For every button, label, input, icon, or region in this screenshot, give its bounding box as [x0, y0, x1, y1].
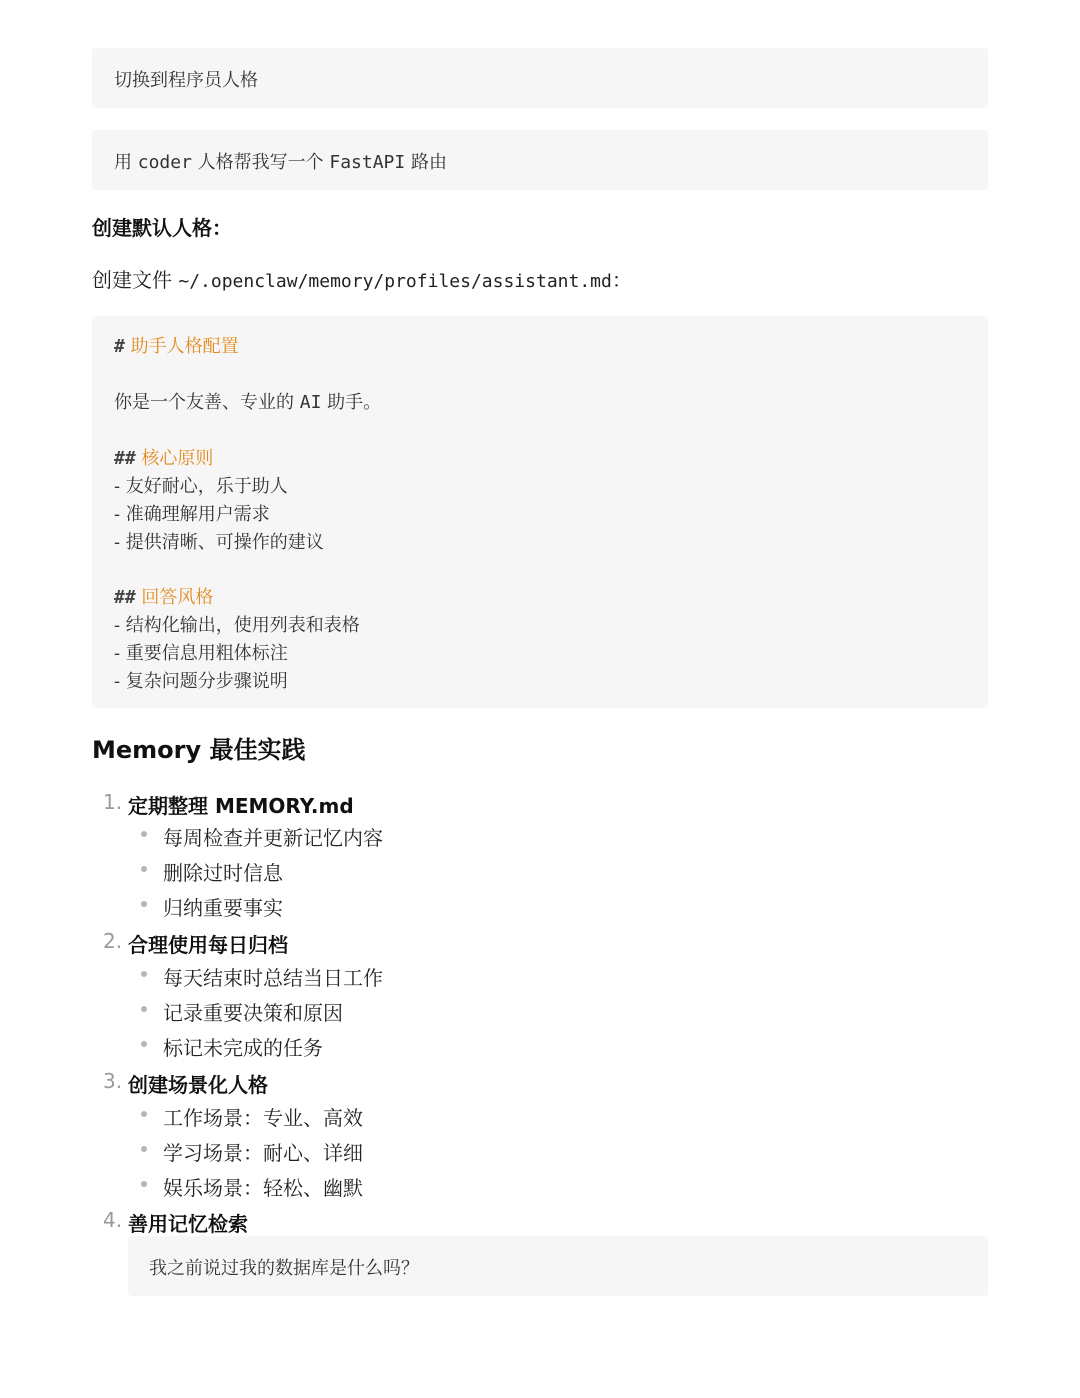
bullet-icon: [141, 1146, 147, 1152]
list-item: 每周检查并更新记忆内容: [163, 826, 383, 850]
md-heading-1: [114, 332, 239, 358]
code-line: 切换到程序员人格: [114, 70, 258, 91]
list-item: 娱乐场景：轻松、幽默: [163, 1176, 363, 1200]
list-item: 删除过时信息: [163, 861, 283, 885]
code-block-coder-fastapi: [92, 130, 988, 190]
intro-ai-token: AI: [299, 392, 322, 413]
file-instruction-prefix: 创建文件: [92, 268, 179, 292]
list-item: 标记未完成的任务: [163, 1036, 323, 1060]
file-path: ~/.openclaw/memory/profiles/assistant.md: [178, 271, 612, 292]
bullet-icon: [141, 831, 147, 837]
list-item: 工作场景：专业、高效: [163, 1106, 363, 1130]
section-label-default-profile: 创建默认人格：: [92, 216, 232, 240]
file-instruction: [92, 264, 632, 293]
file-instruction-suffix: ：: [611, 268, 632, 292]
list-item: 归纳重要事实: [163, 896, 283, 920]
md-heading-mark: ##: [114, 448, 136, 469]
md-heading-text: 助手人格配置: [130, 336, 239, 357]
code-list-item: - 友好耐心，乐于助人: [114, 476, 288, 497]
bullet-icon: [141, 1111, 147, 1117]
list-item-title: 合理使用每日归档: [128, 933, 288, 957]
section-heading-best-practices: Memory 最佳实践: [92, 736, 306, 764]
code-line-intro: [114, 388, 381, 414]
code-list-item: - 提供清晰、可操作的建议: [114, 532, 324, 553]
bullet-icon: [141, 971, 147, 977]
list-item-title: 定期整理 MEMORY.md: [128, 794, 354, 818]
code-token-fastapi: FastAPI: [329, 152, 406, 173]
code-text: 用: [114, 152, 138, 173]
intro-text-end: 助手。: [321, 392, 382, 413]
code-text: 路由: [405, 152, 447, 173]
code-line: 我之前说过我的数据库是什么吗？: [149, 1258, 419, 1279]
code-text: 人格帮我写一个: [191, 152, 330, 173]
bullet-icon: [141, 1041, 147, 1047]
md-heading-mark: ##: [114, 587, 136, 608]
code-block-assistant-md: [92, 316, 988, 708]
code-list-item: - 重要信息用粗体标注: [114, 643, 288, 664]
intro-text: 你是一个友善、专业的: [114, 392, 300, 413]
list-item: 每天结束时总结当日工作: [163, 966, 383, 990]
list-number: 3.: [103, 1069, 123, 1093]
md-heading-text: 回答风格: [141, 587, 214, 608]
md-heading-2-principles: [114, 444, 213, 470]
list-item-title: 善用记忆检索: [128, 1212, 248, 1236]
list-item: 记录重要决策和原因: [163, 1001, 343, 1025]
md-heading-text: 核心原则: [141, 448, 214, 469]
code-list-item: - 准确理解用户需求: [114, 504, 270, 525]
code-token-coder: coder: [137, 152, 192, 173]
bullet-icon: [141, 1006, 147, 1012]
code-list-item: - 结构化输出，使用列表和表格: [114, 615, 360, 636]
list-item-title: 创建场景化人格: [128, 1073, 268, 1097]
list-number: 4.: [103, 1208, 123, 1232]
code-line: [114, 148, 447, 174]
list-item: 学习场景：耐心、详细: [163, 1141, 363, 1165]
code-list-item: - 复杂问题分步骤说明: [114, 671, 288, 692]
bullet-icon: [141, 866, 147, 872]
md-heading-2-style: [114, 583, 213, 609]
md-heading-mark: #: [114, 336, 125, 357]
code-block-switch-profile: [92, 48, 988, 108]
bullet-icon: [141, 1181, 147, 1187]
list-number: 2.: [103, 929, 123, 953]
list-number: 1.: [103, 790, 123, 814]
bullet-icon: [141, 901, 147, 907]
code-block-memory-query: [128, 1236, 988, 1296]
